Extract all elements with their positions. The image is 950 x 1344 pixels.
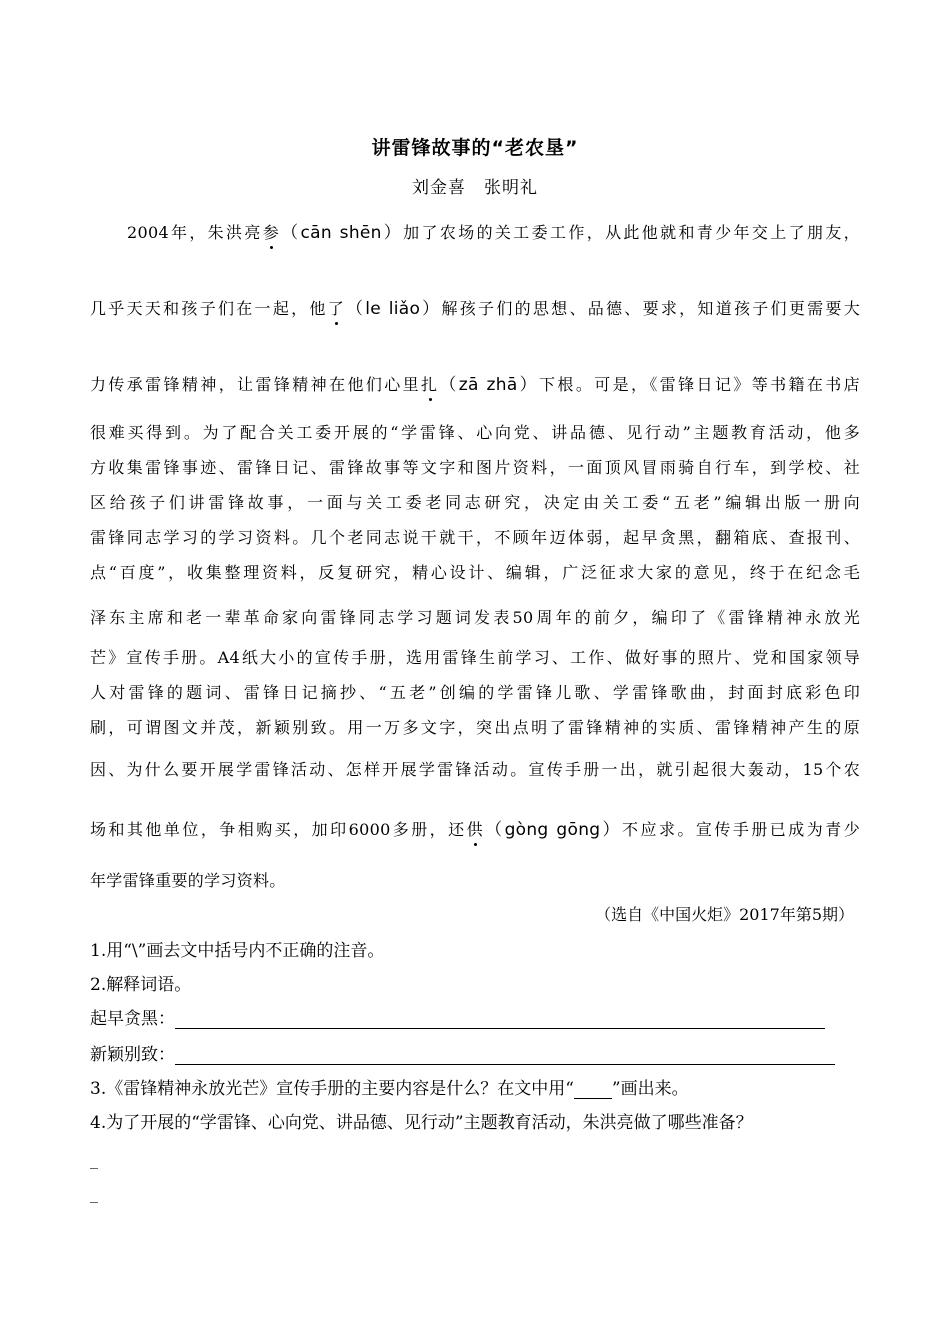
paragraph-line-14: 场和其他单位，争相购买，加印6000多册，还供（gòng gōng）不应求。宣传手册已成为青少 [90, 820, 860, 840]
answer-line-2[interactable]: _ [90, 1184, 98, 1203]
question-2a: 起早贪黑： [90, 1004, 825, 1029]
paragraph-line-5: 方收集雷锋事迹、雷锋日记、雷锋故事等文字和图片资料，一面顶风冒雨骑自行车，到学校、社 [90, 458, 860, 477]
paragraph-line-2: 几乎天天和孩子们在一起，他了（le liǎo）解孩子们的思想、品德、要求，知道孩子们更需要大 [90, 299, 860, 319]
question-3: 3.《雷锋精神永放光芒》宣传手册的主要内容是什么？在文中用“ ”画出来。 [90, 1079, 689, 1099]
paragraph-line-9: 泽东主席和老一辈革命家向雷锋同志学习题词发表50周年的前夕，编印了《雷锋精神永放光 [90, 608, 860, 627]
paragraph-line-4: 很难买得到。为了配合关工委开展的“学雷锋、心向党、讲品德、见行动”主题教育活动，他多 [90, 423, 860, 442]
pinyin-options: （gòng gōng） [485, 820, 623, 840]
pinyin-options: （cān shēn） [281, 223, 404, 243]
paragraph-line-1: 2004年，朱洪亮参（cān shēn）加了农场的关工委工作，从此他就和青少年交上了朋友， [127, 223, 860, 243]
paragraph-line-10: 芒》宣传手册。A4纸大小的宣传手册，选用雷锋生前学习、工作、做好事的照片、党和国家领导 [90, 648, 860, 667]
paragraph-line-15: 年学雷锋重要的学习资料。 [90, 871, 286, 890]
emphasized-char: 参 [262, 223, 282, 242]
question-2b: 新颖别致： [90, 1040, 835, 1065]
pinyin-options: （zā zhā） [439, 375, 540, 395]
emphasized-char: 供 [466, 820, 486, 839]
answer-blank-2a[interactable] [175, 1010, 825, 1029]
answer-line-1[interactable]: _ [90, 1150, 98, 1169]
answer-blank-2b[interactable] [175, 1046, 835, 1065]
paragraph-line-13: 因、为什么要开展学雷锋活动、怎样开展学雷锋活动。宣传手册一出，就引起很大轰动，15个农 [90, 760, 860, 779]
underline-sample [574, 1082, 612, 1099]
question-2: 2.解释词语。 [90, 975, 192, 995]
paragraph-line-8: 点“百度”，收集整理资料，反复研究，精心设计、编辑，广泛征求大家的意见，终于在纪念毛 [90, 563, 860, 582]
paragraph-line-11: 人对雷锋的题词、雷锋日记摘抄、“五老”创编的学雷锋儿歌、学雷锋歌曲，封面封底彩色印 [90, 683, 860, 702]
paragraph-line-12: 刷，可谓图文并茂，新颖别致。用一万多文字，突出点明了雷锋精神的实质、雷锋精神产生的原 [90, 718, 860, 737]
paragraph-line-7: 雷锋同志学习的学习资料。几个老同志说干就干，不顾年迈体弱，起早贪黑，翻箱底、查报刊、 [90, 528, 860, 547]
emphasized-char: 了 [327, 299, 346, 318]
source-citation: （选自《中国火炬》2017年第5期） [595, 905, 854, 924]
question-1: 1.用“\”画去文中括号内不正确的注音。 [90, 941, 385, 961]
emphasized-char: 扎 [421, 375, 440, 394]
paragraph-line-6: 区给孩子们讲雷锋故事，一面与关工委老同志研究，决定由关工委“五老”编辑出版一册向 [90, 493, 860, 512]
article-title: 讲雷锋故事的“老农垦” [371, 137, 579, 159]
pinyin-options: （le liǎo） [345, 299, 442, 319]
article-authors: 刘金喜 张明礼 [412, 178, 538, 198]
question-4: 4.为了开展的“学雷锋、心向党、讲品德、见行动”主题教育活动，朱洪亮做了哪些准备？ [90, 1113, 753, 1133]
paragraph-line-3: 力传承雷锋精神，让雷锋精神在他们心里扎（zā zhā）下根。可是，《雷锋日记》等书籍在书店 [90, 375, 860, 395]
